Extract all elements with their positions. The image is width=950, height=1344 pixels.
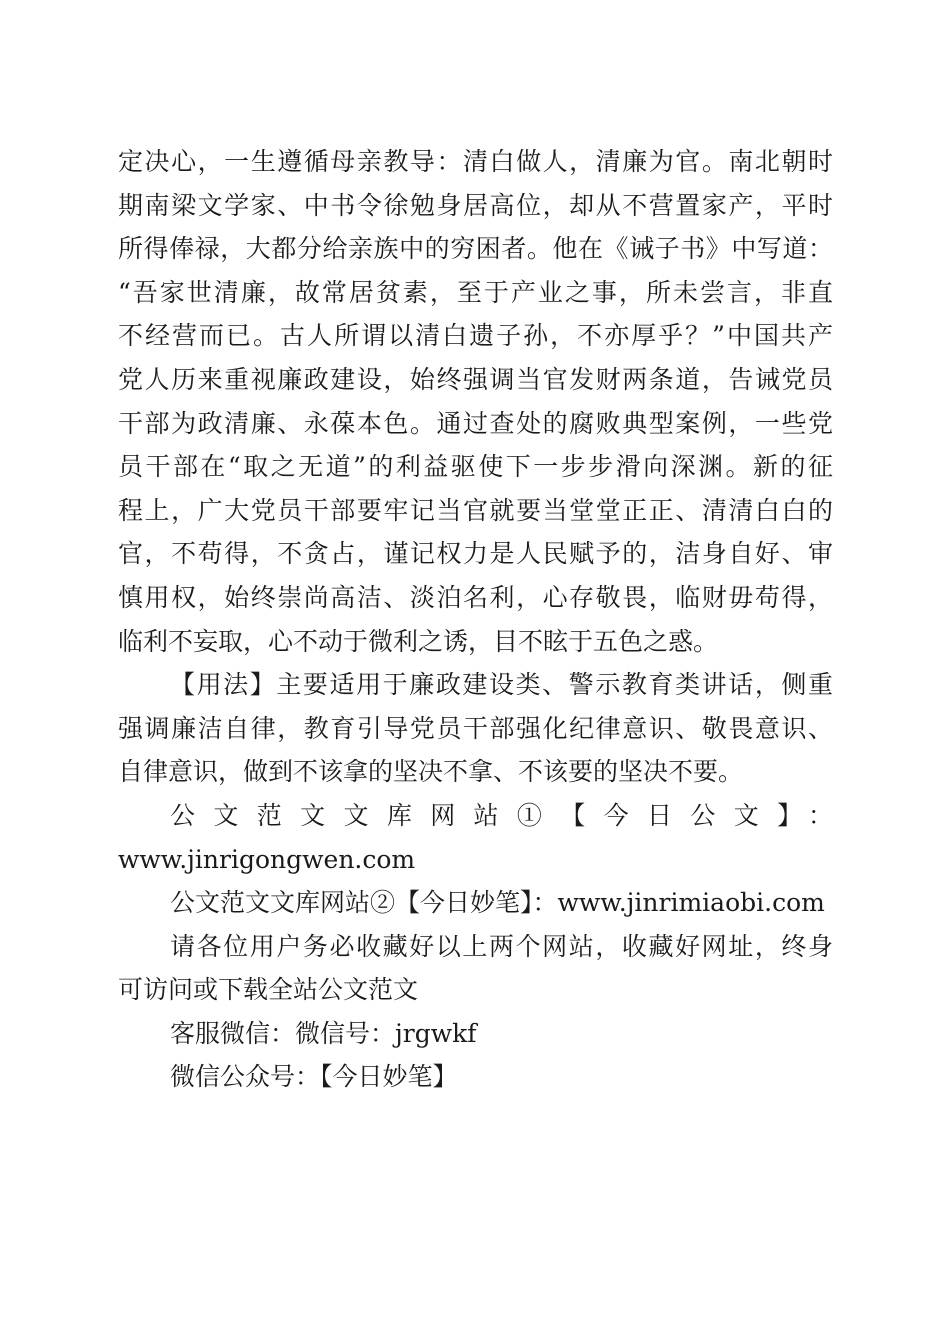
- main-paragraph-line: “吾家世清廉，故常居贫素，至于产业之事，所未尝言，非直: [118, 277, 833, 307]
- site1-paragraph: [118, 794, 833, 881]
- main-paragraph-line: 所得俸禄，大都分给亲族中的穷困者。他在《诫子书》中写道：: [118, 234, 833, 264]
- notice-line: 请各位用户务必收藏好以上两个网站，收藏好网址，终身: [170, 931, 833, 961]
- main-paragraph: [118, 140, 833, 663]
- account-paragraph: [118, 1055, 833, 1099]
- main-paragraph-line: 官，不苟得，不贪占，谨记权力是人民赋予的，洁身自好、审: [118, 539, 833, 569]
- notice-paragraph: [118, 925, 833, 1012]
- usage-paragraph-line: 【用法】主要适用于廉政建设类、警示教育类讲话，侧重: [170, 670, 833, 700]
- main-paragraph-line: 定决心，一生遵循母亲教导：清白做人，清廉为官。南北朝时: [118, 147, 833, 176]
- document-page: [118, 140, 833, 1099]
- notice-line: 可访问或下载全站公文范文: [118, 975, 419, 1005]
- main-paragraph-line: 党人历来重视廉政建设，始终强调当官发财两条道，告诫党员: [118, 364, 833, 394]
- usage-paragraph-line: 强调廉洁自律，教育引导党员干部强化纪律意识、敬畏意识、: [118, 713, 833, 743]
- main-paragraph-line: 程上，广大党员干部要牢记当官就要当堂堂正正、清清白白的: [118, 495, 833, 525]
- site1-url-line: www.jinrigongwen.com: [118, 844, 416, 874]
- usage-paragraph-line: 自律意识，做到不该拿的坚决不拿、不该要的坚决不要。: [118, 757, 744, 787]
- main-paragraph-line: 期南梁文学家、中书令徐勉身居高位，却从不营置家产，平时: [118, 190, 833, 220]
- main-paragraph-line: 员干部在“取之无道”的利益驱使下一步步滑向深渊。新的征: [118, 452, 833, 482]
- main-paragraph-line: 干部为政清廉、永葆本色。通过查处的腐败典型案例，一些党: [118, 408, 833, 438]
- main-paragraph-line: 临利不妄取，心不动于微利之诱，目不眩于五色之惑。: [118, 626, 719, 656]
- site2-paragraph: [118, 881, 833, 925]
- service-paragraph: [118, 1012, 833, 1056]
- main-paragraph-line: 不经营而已。古人所谓以清白遗子孙，不亦厚乎？”中国共产: [118, 321, 833, 351]
- site2-line: 公文范文文库网站②【今日妙笔】：www.jinrimiaobi.com: [170, 888, 825, 918]
- usage-paragraph: [118, 663, 833, 794]
- main-paragraph-line: 慎用权，始终崇尚高洁、淡泊名利，心存敬畏，临财毋苟得，: [118, 582, 833, 612]
- service-wechat-line: 客服微信：微信号：jrgwkf: [170, 1018, 477, 1048]
- site1-title-line: 公文范文文库网站①【今日公文】：: [170, 800, 833, 830]
- official-account-line: 微信公众号：【今日妙笔】: [170, 1062, 458, 1092]
